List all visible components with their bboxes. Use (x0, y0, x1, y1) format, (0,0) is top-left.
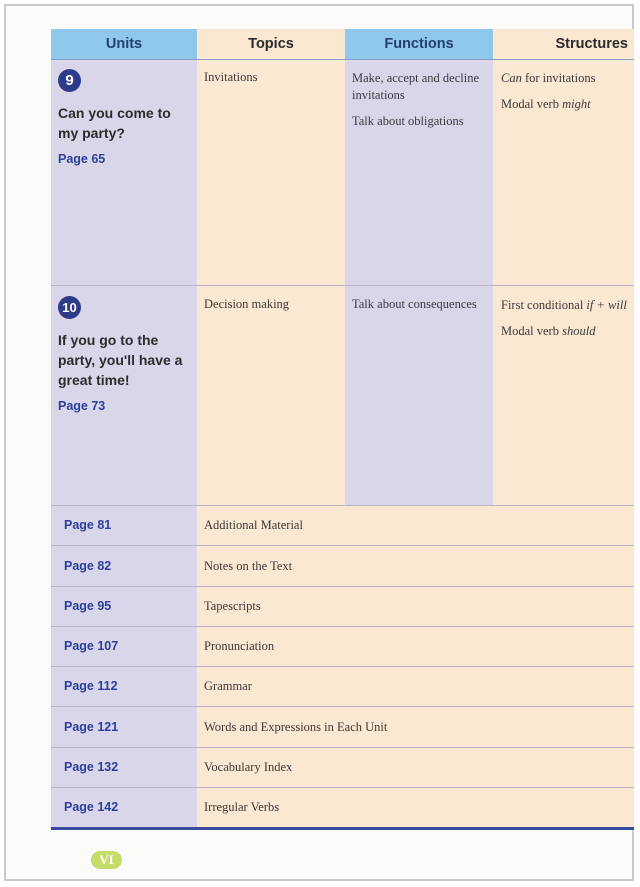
reference-row[interactable] (51, 747, 634, 787)
reference-row[interactable] (51, 546, 634, 586)
reference-label: Grammar (204, 678, 252, 693)
unit-10-structure-2 (501, 323, 631, 340)
structure-italic: might (562, 97, 591, 111)
header-structures: Structures (493, 29, 634, 59)
reference-label: Pronunciation (204, 638, 275, 653)
unit-9[interactable] (51, 59, 197, 285)
unit-9-structure-2 (501, 96, 631, 113)
reference-row[interactable] (51, 707, 634, 747)
unit-10-topic: Decision making (204, 297, 290, 311)
reference-row[interactable] (51, 505, 634, 545)
unit-10-function-1: Talk about consequences (352, 297, 477, 311)
structure-italic: should (562, 324, 596, 338)
unit-9-function-1: Make, accept and decline invitations (352, 71, 480, 102)
structure-italic: Can (501, 71, 522, 85)
unit-9-topic: Invitations (204, 70, 258, 84)
structure-text: Modal verb (501, 97, 563, 111)
reference-label: Vocabulary Index (204, 759, 293, 774)
table-bottom-rule (51, 827, 634, 830)
unit-page-link[interactable]: Page 73 (58, 399, 106, 413)
unit-page-link[interactable]: Page 65 (58, 152, 106, 166)
reference-page-link[interactable]: Page 132 (64, 760, 119, 774)
reference-label: Irregular Verbs (204, 799, 280, 814)
header-topics: Topics (197, 29, 345, 59)
unit-10[interactable] (51, 286, 197, 505)
structure-text: Modal verb (501, 324, 563, 338)
reference-page-link[interactable]: Page 142 (64, 800, 119, 814)
structure-italic: if + will (586, 298, 627, 312)
unit-number-badge: 9 (58, 69, 81, 92)
unit-number-badge: 10 (58, 296, 81, 319)
structure-text: First conditional (501, 298, 587, 312)
reference-page-link[interactable]: Page 82 (64, 559, 112, 573)
unit-title: If you go to the party, you'll have a great time! (58, 332, 183, 388)
unit-9-structure-1 (501, 70, 631, 87)
reference-row[interactable] (51, 586, 634, 626)
unit-title: Can you come to my party? (58, 105, 171, 141)
reference-label: Words and Expressions in Each Unit (204, 719, 388, 734)
reference-row[interactable] (51, 626, 634, 666)
reference-page-link[interactable]: Page 81 (64, 518, 112, 532)
header-functions: Functions (345, 29, 493, 59)
structures-column-bg (493, 59, 634, 505)
page-number-badge: VI (91, 851, 122, 869)
reference-page-link[interactable]: Page 107 (64, 639, 119, 653)
reference-page-link[interactable]: Page 121 (64, 720, 119, 734)
reference-row[interactable] (51, 787, 634, 827)
reference-row[interactable] (51, 666, 634, 706)
reference-label: Tapescripts (204, 598, 261, 613)
contents-table (51, 29, 634, 830)
header-units: Units (51, 29, 197, 59)
structure-text: for invitations (521, 71, 596, 85)
reference-page-link[interactable]: Page 112 (64, 679, 118, 693)
reference-label: Additional Material (204, 517, 303, 532)
unit-10-structure-1 (501, 297, 634, 314)
reference-label: Notes on the Text (204, 558, 293, 573)
reference-page-link[interactable]: Page 95 (64, 599, 112, 613)
unit-9-function-2: Talk about obligations (352, 114, 464, 128)
